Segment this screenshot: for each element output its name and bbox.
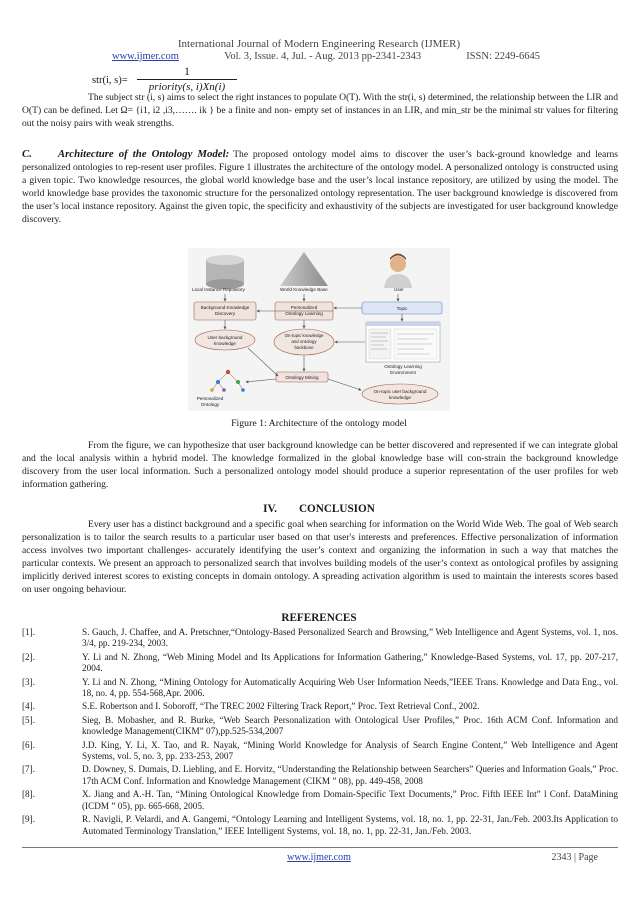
reference-text: X. Jiang and A.-H. Tan, “Mining Ontological Knowledge from Domain-Specific Text Documents,” Proc. Fifth IEEE Int” l Conf. DataMining (ICDM ” 05), pp. 665-668, 2005. <box>82 789 618 811</box>
reference-text: S.E. Robertson and I. Soboroff, “The TREC 2002 Filtering Track Report,” Proc. Text Retrieval Conf., 2002. <box>82 701 480 712</box>
reference-number: [4]. <box>22 701 36 712</box>
reference-item <box>22 652 618 675</box>
reference-item <box>22 701 618 712</box>
label-otu-line1: On-topic user background <box>373 389 427 394</box>
reference-item <box>22 740 618 763</box>
section-c-title: Architecture of the Ontology Model: <box>57 148 230 160</box>
section-c-paragraph <box>22 148 618 226</box>
label-po-line1: Personalized <box>196 396 224 401</box>
footer-url-link[interactable]: www.ijmer.com <box>287 852 351 863</box>
label-ubk-line1: User background <box>207 335 243 340</box>
reference-number: [6]. <box>22 739 36 750</box>
label-otk-line2: and ontology <box>291 339 317 344</box>
reference-item <box>22 677 618 700</box>
architecture-figure <box>188 248 450 411</box>
label-bkd-line1: Background Knowledge <box>200 305 250 310</box>
references-heading: REFERENCES <box>281 612 357 624</box>
formula-lhs: str(i, s)= <box>92 75 128 86</box>
reference-number: [9]. <box>22 814 36 825</box>
section-c-label: C. <box>22 148 32 160</box>
reference-text: Y. Li and N. Zhong, “Mining Ontology for Automatically Acquiring Web User Information Needs,”IEEE Trans. Knowledge and Data Eng., vol. 18, no. 4, pp. 554-568,Apr. 2006. <box>82 676 618 699</box>
conclusion-heading <box>0 503 638 515</box>
reference-item <box>22 789 618 812</box>
label-pol-line2: Ontology Learning <box>285 311 323 316</box>
references-list <box>22 627 618 839</box>
reference-text: Sieg, B. Mobasher, and R. Burke, “Web Search Personalization with Ontological User Profiles,” Proc. 16th ACM Conf. Information and knowledge Management(CIKM” 07),pp.525-534,2007 <box>82 714 618 737</box>
reference-item <box>22 814 618 837</box>
label-ontology-mining: Ontology Mining <box>285 375 319 380</box>
formula-numerator: 1 <box>184 66 190 78</box>
reference-number: [1]. <box>22 627 36 637</box>
formula-denominator: priority(s, i)Xn(i) <box>148 81 226 93</box>
section-c-text: The proposed ontology model aims to discover the user’s back-ground knowledge and learns personalized ontologies to rep-resent user profiles. Figure 1 illustrates the architecture of the ontology model. A personalized ontology is constructed using a given topic. Two knowledge resources, the global world knowledge base and the user’s local instance repository, are utilized by using the model. The world knowledge base provides the taxonomic structure for the personalized ontology representation. The user background knowledge is discovered from the user’s local instance repository. Against the given topic, the specificity and exhaustivity of the subjects are investigated for user background knowledge discovery. <box>22 149 618 225</box>
label-ole-line1: Ontology Learning <box>384 364 422 369</box>
label-po-line2: Ontology <box>200 402 220 407</box>
reference-text: J.D. King, Y. Li, X. Tao, and R. Nayak, “Mining World Knowledge for Analysis of Search Engine Content,” Web Intelligence and Agent Systems, vol. 5, no. 3, pp. 233-253, 2007 <box>82 739 618 762</box>
reference-number: [3]. <box>22 676 36 687</box>
label-bkd-line2: Discovery <box>214 311 236 316</box>
label-ubk-line2: knowledge <box>214 341 236 346</box>
label-topic: Topic <box>396 306 408 311</box>
ontology-learning-environment-panel <box>366 322 440 362</box>
figure-caption: Figure 1: Architecture of the ontology model <box>231 418 407 429</box>
header-meta <box>112 51 540 62</box>
reference-number: [7]. <box>22 764 36 775</box>
conclusion-number: IV. <box>263 503 277 515</box>
page-number: 2343 | Page <box>551 852 598 863</box>
header-volume: Vol. 3, Issue. 4, Jul. - Aug. 2013 pp-2341-2343 <box>224 51 422 62</box>
label-ole-line2: Environment <box>390 370 416 375</box>
reference-item <box>22 764 618 787</box>
reference-text: Y. Li and N. Zhong, “Web Mining Model and Its Applications for Information Gathering,” Knowledge-Based Systems, vol. 17, pp. 207-217, 2004. <box>82 651 618 674</box>
label-world-knowledge-base: World Knowledge Base <box>280 287 328 292</box>
formula-fraction <box>137 66 237 93</box>
paragraph-conclusion: Every user has a distinct background and a specific goal when searching for information on the World Wide Web. The goal of Web search personalization is to tailor the search results to a particular user based on that user's interests and preferences. Effective personalization of information access involves two important challenges- accurately identifying the user’s context and organizing the information in such a way that matches the particular contexts. We present an approach to personalized search that involves building models of the user’s context as ontological profiles by assigning implicitly derived interest scores to existing concepts in domain ontology. A spreading activation algorithm is used to maintain the interests scores based on user ongoing behaviour. <box>22 519 618 595</box>
paragraph-str: The subject str (i, s) aims to select the right instances to populate O(T). With the str(i, s) determined, the relationship between the LIR and O(T) can be defined. Let Ω= {i1, i2 ,i3,……. ik } be a finite and non- empty set of instances in an LIR, and min_str be the minimal str values for filtering out the noisy pairs with weak strengths. <box>22 92 618 129</box>
label-user: User <box>394 287 404 292</box>
reference-item <box>22 627 618 650</box>
label-pol-line1: Personalized <box>290 305 318 310</box>
reference-item <box>22 715 618 738</box>
reference-number: [2]. <box>22 651 36 662</box>
reference-number: [5]. <box>22 714 36 725</box>
header-url-link[interactable]: www.ijmer.com <box>112 51 179 62</box>
database-cylinder-icon <box>206 255 244 289</box>
header-issn: ISSN: 2249-6645 <box>466 51 540 62</box>
reference-number: [8]. <box>22 789 36 800</box>
ellipse-user-background-knowledge <box>195 330 255 350</box>
label-local-instance-repository: Local Instance Repository <box>192 287 245 292</box>
label-otk-line1: On-topic knowledge <box>284 333 324 338</box>
paragraph-figure-discussion: From the figure, we can hypothesize that user background knowledge can be better discovered and represented if we can integrate global and the local analysis within a hybrid model. The knowledge formalized in the global knowledge base will con-strain the background knowledge discovery from the user local information. Such a personalized ontology model should produce a superior representation of the user profiles for web information gathering. <box>22 440 618 490</box>
label-otk-line3: backbone <box>294 345 314 350</box>
ellipse-on-topic-user-knowledge <box>362 384 438 404</box>
journal-title: International Journal of Modern Engineering Research (IJMER) <box>177 38 461 50</box>
conclusion-title: CONCLUSION <box>298 503 375 515</box>
architecture-diagram <box>188 248 450 411</box>
reference-text: D. Downey, S. Dumais, D. Liebling, and E. Horvitz, “Understanding the Relationship between Searchers” Queries and Information Goals,” Proc. 17th ACM Conf. Information and Knowledge Management (CIKM ” 08), pp. 449-458, 2008 <box>82 764 618 786</box>
fraction-bar <box>137 79 237 80</box>
reference-text: S. Gauch, J. Chaffee, and A. Pretschner,“Ontology-Based Personalized Search and Browsing,” Web Intelligence and Agent Systems, vol. 1, nos. 3/4, pp. 219-234, 2003. <box>82 627 618 649</box>
footer-divider <box>22 847 618 848</box>
reference-text: R. Navigli, P. Velardi, and A. Gangemi, “Ontology Learning and Intelligent Systems, vol. 18, no. 1, pp. 22-31, Jan./Feb. 2003.Its Application to Automated Terminology Translation,” IEEE Intelligent Systems, vol. 18, no. 1, pp. 22-31, Jan./Feb. 2003. <box>82 814 618 836</box>
label-otu-line2: knowledge <box>389 395 411 400</box>
